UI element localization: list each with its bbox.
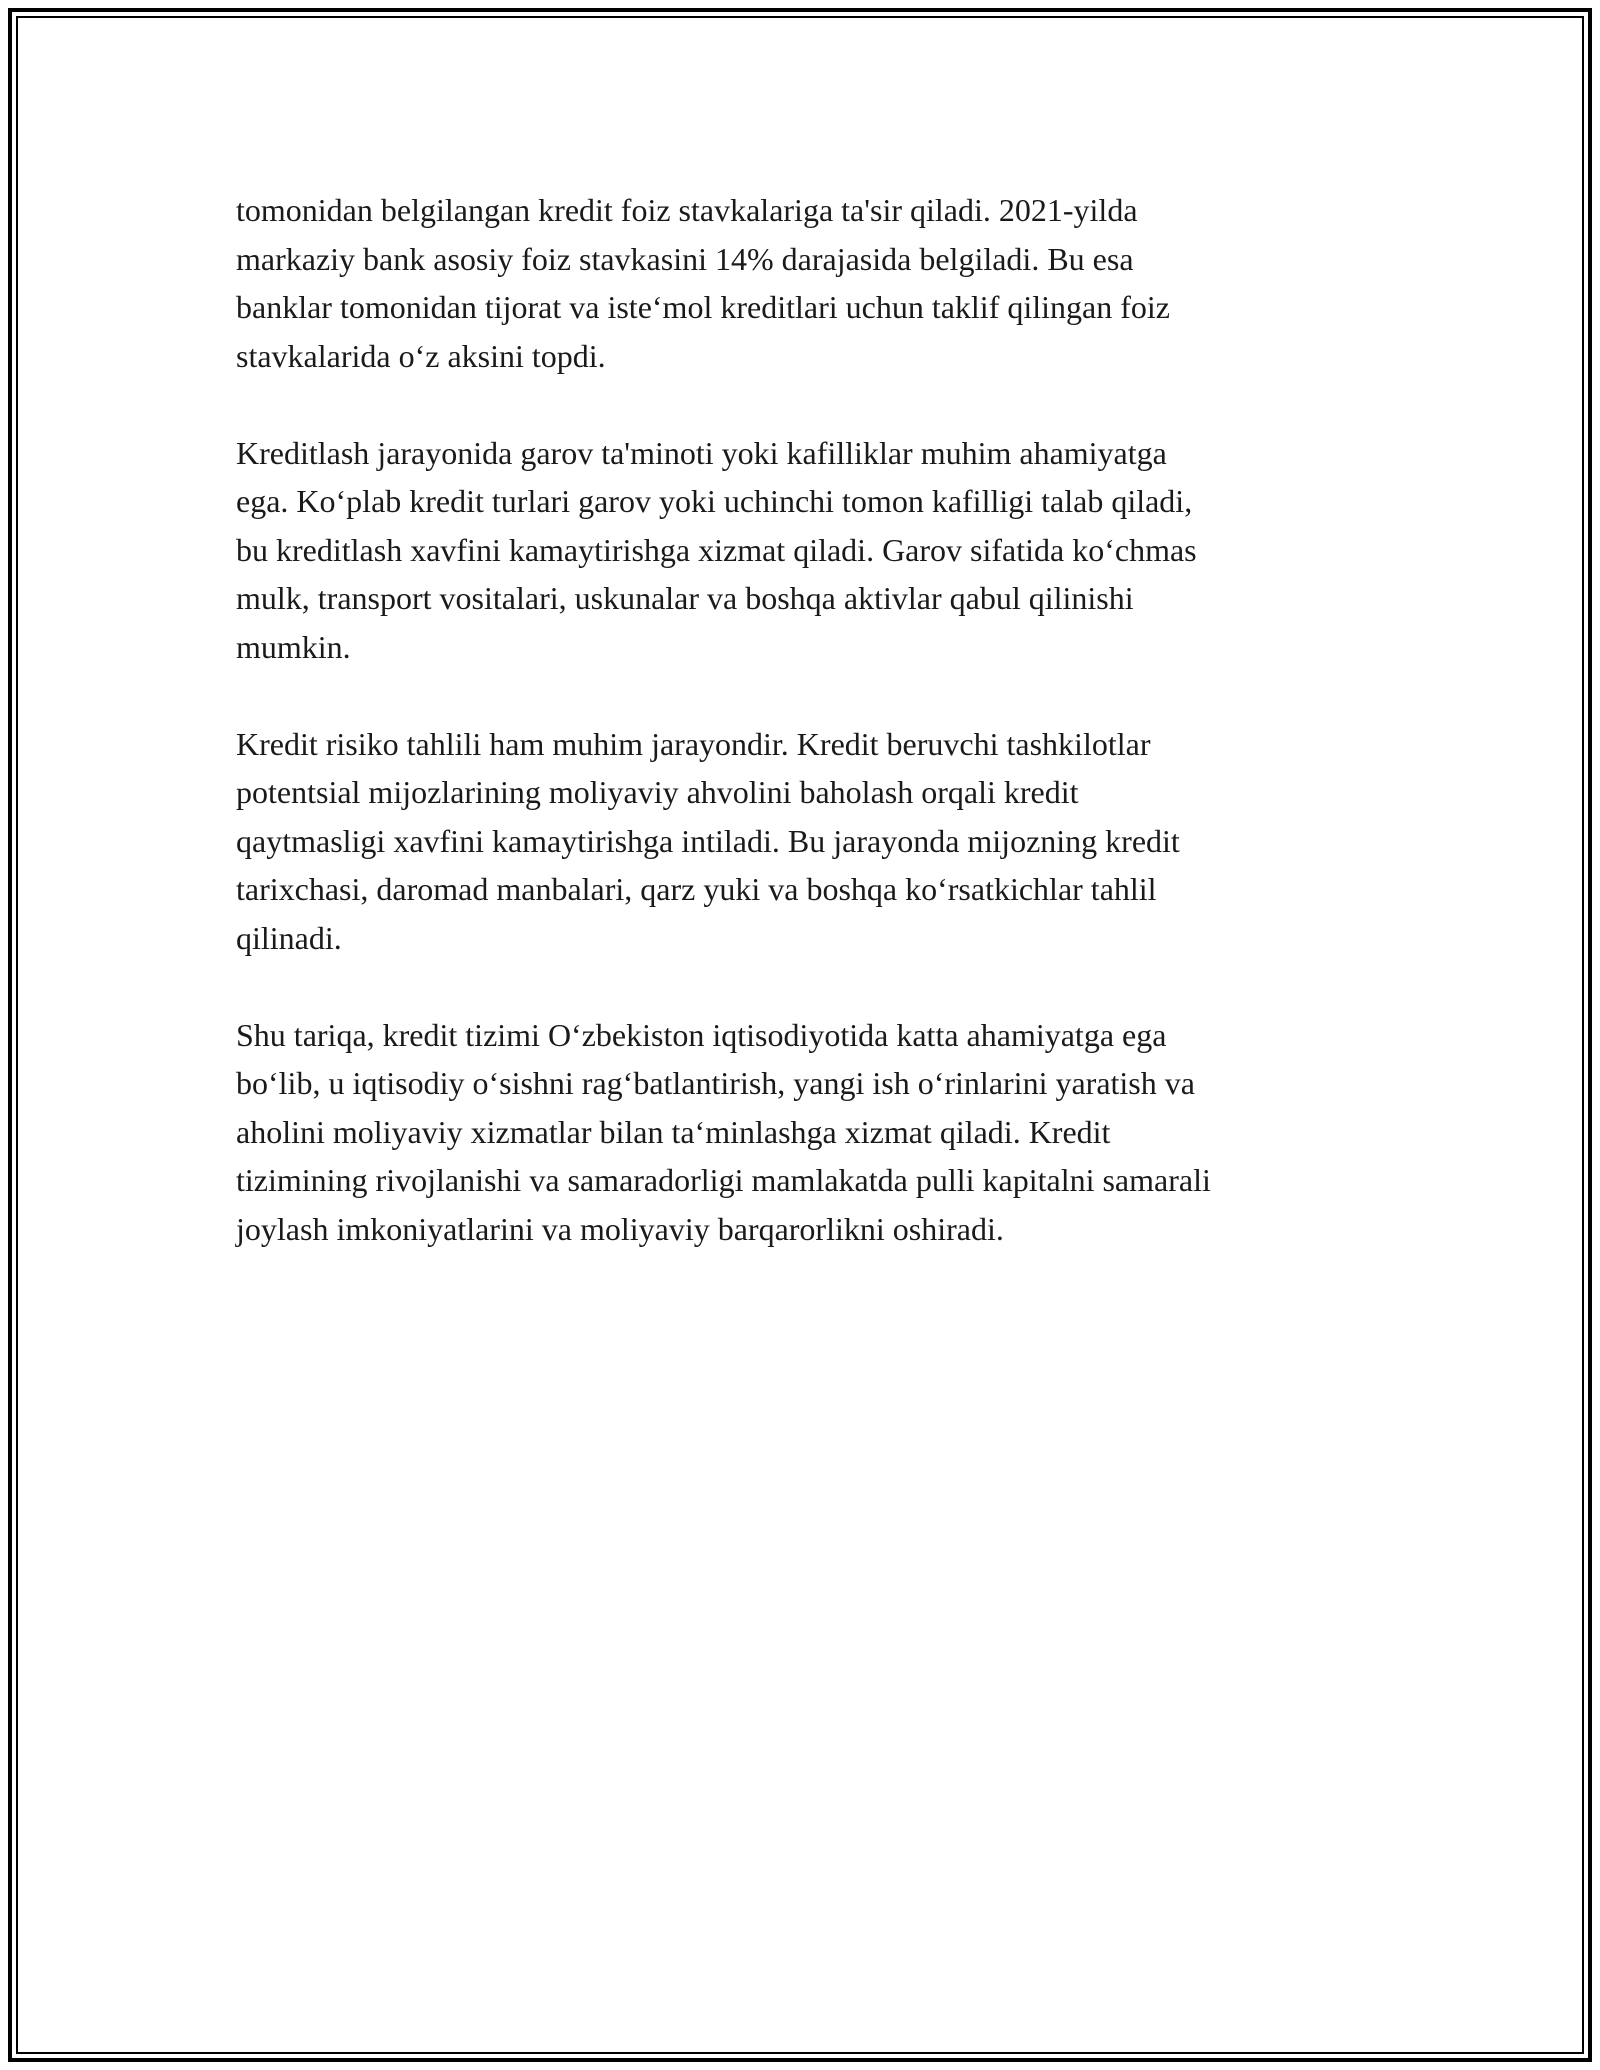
text-line: markaziy bank asosiy foiz stavkasini 14% darajasida belgiladi. Bu esa	[236, 240, 1134, 277]
text-line: Shu tariqa, kredit tizimi O‘zbekiston iqtisodiyotida katta ahamiyatga ega	[236, 1016, 1167, 1053]
text-line: qaytmasligi xavfini kamaytirishga intiladi. Bu jarayonda mijozning kredit	[236, 822, 1180, 859]
text-line: bu kreditlash xavfini kamaytirishga xizmat qiladi. Garov sifatida ko‘chmas	[236, 531, 1197, 568]
text-line: tarixchasi, daromad manbalari, qarz yuki va boshqa ko‘rsatkichlar tahlil	[236, 871, 1157, 907]
text-line: qilinadi.	[236, 919, 342, 956]
text-line: bo‘lib, u iqtisodiy o‘sishni rag‘batlantirish, yangi ish o‘rinlarini yaratish va	[236, 1065, 1195, 1101]
text-line: Kredit risiko tahlili ham muhim jarayondir. Kredit beruvchi tashkilotlar	[236, 725, 1151, 762]
text-line: tizimining rivojlanishi va samaradorligi mamlakatda pulli kapitalni samarali	[236, 1162, 1211, 1198]
text-line: banklar tomonidan tijorat va iste‘mol kreditlari uchun taklif qilingan foiz	[236, 289, 1170, 325]
paragraph-collateral	[236, 429, 1366, 672]
text-line: Kreditlash jarayonida garov ta'minoti yoki kafilliklar muhim ahamiyatga	[236, 434, 1167, 471]
text-line: ega. Ko‘plab kredit turlari garov yoki uchinchi tomon kafilligi talab qiladi,	[236, 483, 1193, 519]
text-line: potentsial mijozlarining moliyaviy ahvolini baholash orqali kredit	[236, 774, 1079, 810]
text-line: joylash imkoniyatlarini va moliyaviy barqarorlikni oshiradi.	[236, 1210, 1004, 1247]
paragraph-interest-rates	[236, 186, 1366, 380]
text-line: stavkalarida o‘z aksini topdi.	[236, 337, 606, 374]
text-line: tomonidan belgilangan kredit foiz stavkalariga ta'sir qiladi. 2021-yilda	[236, 192, 1138, 228]
text-line: mumkin.	[236, 628, 351, 665]
document-body	[236, 186, 1366, 1302]
text-line: aholini moliyaviy xizmatlar bilan ta‘minlashga xizmat qiladi. Kredit	[236, 1113, 1111, 1150]
paragraph-conclusion	[236, 1011, 1366, 1254]
text-line: mulk, transport vositalari, uskunalar va boshqa aktivlar qabul qilinishi	[236, 580, 1134, 616]
paragraph-credit-risk	[236, 720, 1366, 963]
